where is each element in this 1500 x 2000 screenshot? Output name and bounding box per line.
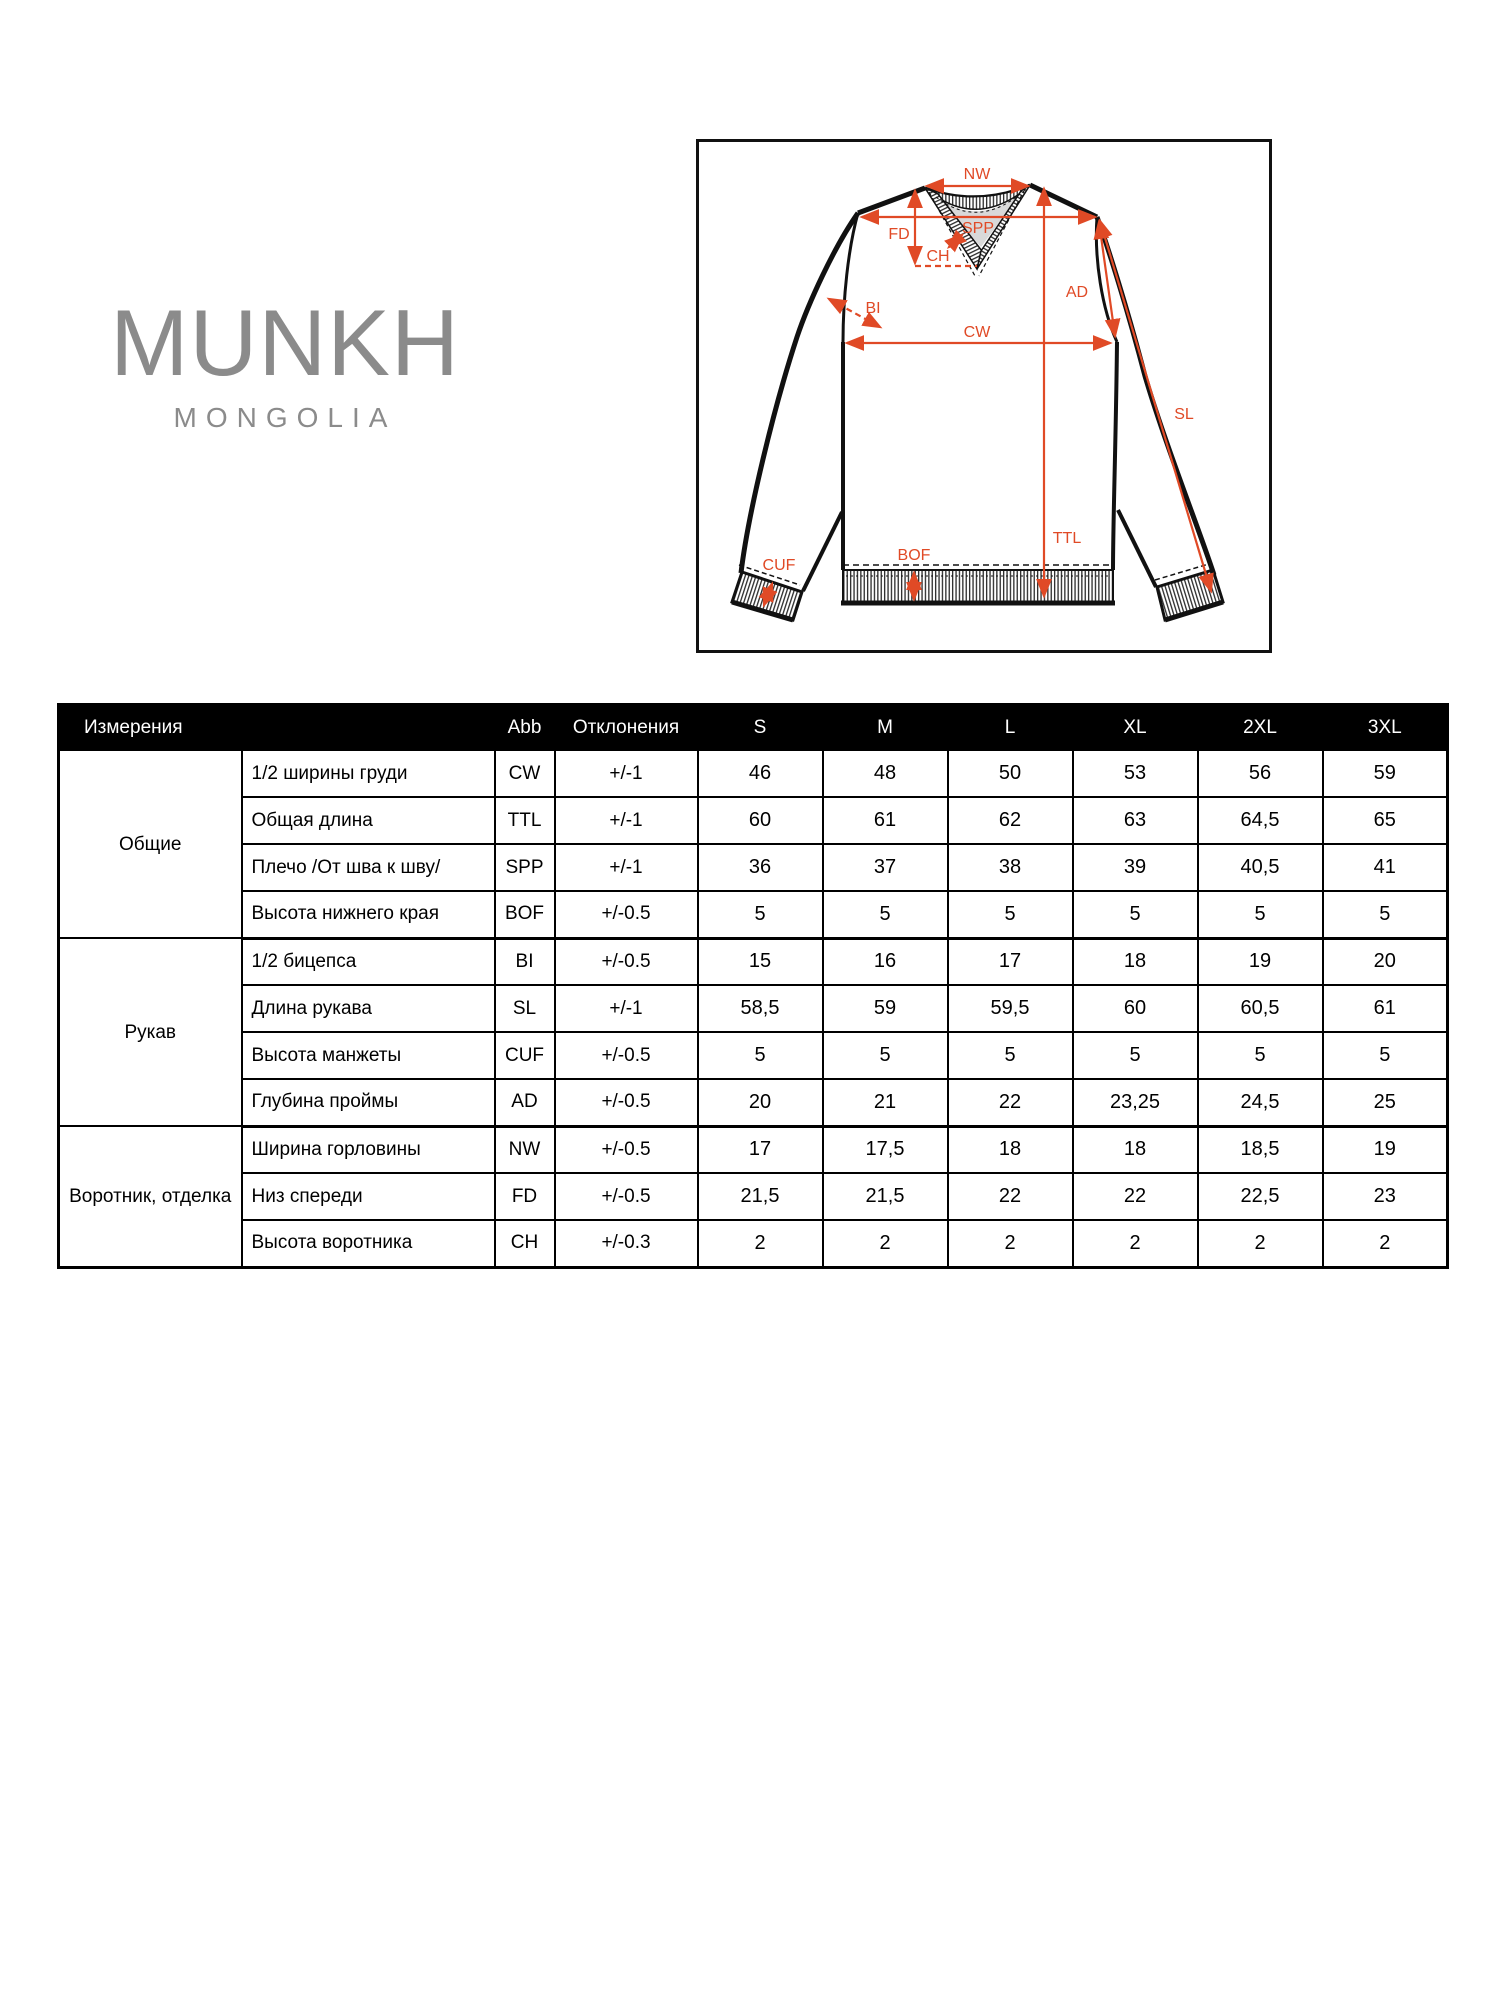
size-value-cell: 65 xyxy=(1323,797,1448,844)
deviation-cell: +/-0.5 xyxy=(555,938,698,985)
size-value-cell: 17 xyxy=(948,938,1073,985)
dim-label-nw: NW xyxy=(963,166,991,183)
group-label: Общие xyxy=(59,750,242,938)
sweater-measurement-diagram xyxy=(696,139,1272,653)
size-value-cell: 19 xyxy=(1323,1126,1448,1173)
brand-name: MUNKH xyxy=(110,290,460,395)
size-value-cell: 21 xyxy=(823,1079,948,1126)
size-value-cell: 17 xyxy=(698,1126,823,1173)
header-size-l: L xyxy=(948,705,1073,751)
size-value-cell: 60,5 xyxy=(1198,985,1323,1032)
brand-logo xyxy=(95,290,475,434)
abbreviation-cell: CUF xyxy=(495,1032,555,1079)
table-row xyxy=(59,1032,1448,1079)
size-value-cell: 5 xyxy=(1073,891,1198,938)
size-value-cell: 37 xyxy=(823,844,948,891)
measurement-name-cell: Высота нижнего края xyxy=(242,891,495,938)
size-value-cell: 22,5 xyxy=(1198,1173,1323,1220)
size-value-cell: 17,5 xyxy=(823,1126,948,1173)
measurement-name-cell: Низ спереди xyxy=(242,1173,495,1220)
measurement-name-cell: Плечо /От шва к шву/ xyxy=(242,844,495,891)
table-row xyxy=(59,1079,1448,1126)
size-value-cell: 59,5 xyxy=(948,985,1073,1032)
size-value-cell: 16 xyxy=(823,938,948,985)
size-value-cell: 21,5 xyxy=(823,1173,948,1220)
dim-label-bi: BI xyxy=(865,300,881,317)
size-table xyxy=(57,703,1449,1269)
size-value-cell: 63 xyxy=(1073,797,1198,844)
size-value-cell: 15 xyxy=(698,938,823,985)
table-row xyxy=(59,938,1448,985)
abbreviation-cell: CH xyxy=(495,1220,555,1267)
size-value-cell: 60 xyxy=(698,797,823,844)
size-value-cell: 5 xyxy=(823,1032,948,1079)
size-value-cell: 36 xyxy=(698,844,823,891)
deviation-cell: +/-1 xyxy=(555,844,698,891)
size-value-cell: 5 xyxy=(948,891,1073,938)
size-value-cell: 48 xyxy=(823,750,948,797)
dim-label-spp: SPP xyxy=(961,220,995,237)
deviation-cell: +/-1 xyxy=(555,750,698,797)
abbreviation-cell: BI xyxy=(495,938,555,985)
dim-label-fd: FD xyxy=(888,226,910,243)
measurement-name-cell: Высота воротника xyxy=(242,1220,495,1267)
group-label: Рукав xyxy=(59,938,242,1126)
size-value-cell: 56 xyxy=(1198,750,1323,797)
dim-label-ttl: TTL xyxy=(1052,530,1082,547)
dim-label-ad: AD xyxy=(1065,284,1089,301)
header-size-m: M xyxy=(823,705,948,751)
deviation-cell: +/-1 xyxy=(555,985,698,1032)
size-value-cell: 22 xyxy=(1073,1173,1198,1220)
dim-label-ch: CH xyxy=(926,248,950,265)
header-size-s: S xyxy=(698,705,823,751)
header-size-2xl: 2XL xyxy=(1198,705,1323,751)
abbreviation-cell: TTL xyxy=(495,797,555,844)
abbreviation-cell: SL xyxy=(495,985,555,1032)
header-measurements: Измерения xyxy=(59,705,495,751)
abbreviation-cell: FD xyxy=(495,1173,555,1220)
size-value-cell: 5 xyxy=(1198,1032,1323,1079)
measurement-name-cell: Высота манжеты xyxy=(242,1032,495,1079)
measurement-name-cell: Длина рукава xyxy=(242,985,495,1032)
size-value-cell: 53 xyxy=(1073,750,1198,797)
size-value-cell: 61 xyxy=(823,797,948,844)
size-value-cell: 5 xyxy=(1073,1032,1198,1079)
size-value-cell: 5 xyxy=(1323,1032,1448,1079)
size-value-cell: 40,5 xyxy=(1198,844,1323,891)
size-value-cell: 18 xyxy=(948,1126,1073,1173)
table-row xyxy=(59,1220,1448,1267)
size-value-cell: 19 xyxy=(1198,938,1323,985)
dim-label-bof: BOF xyxy=(897,547,931,564)
size-value-cell: 2 xyxy=(948,1220,1073,1267)
size-value-cell: 59 xyxy=(823,985,948,1032)
size-value-cell: 58,5 xyxy=(698,985,823,1032)
dim-label-cw: CW xyxy=(963,324,991,341)
abbreviation-cell: CW xyxy=(495,750,555,797)
size-table-header-row xyxy=(59,705,1448,751)
size-value-cell: 46 xyxy=(698,750,823,797)
size-value-cell: 2 xyxy=(698,1220,823,1267)
size-value-cell: 62 xyxy=(948,797,1073,844)
measurement-name-cell: Общая длина xyxy=(242,797,495,844)
size-value-cell: 22 xyxy=(948,1173,1073,1220)
group-label: Воротник, отделка xyxy=(59,1126,242,1267)
header-size-xl: XL xyxy=(1073,705,1198,751)
table-row xyxy=(59,985,1448,1032)
size-value-cell: 38 xyxy=(948,844,1073,891)
header-deviations: Отклонения xyxy=(555,705,698,751)
size-value-cell: 2 xyxy=(1073,1220,1198,1267)
dim-label-cuf: CUF xyxy=(762,557,796,574)
deviation-cell: +/-0.5 xyxy=(555,1126,698,1173)
measurement-name-cell: 1/2 бицепса xyxy=(242,938,495,985)
abbreviation-cell: BOF xyxy=(495,891,555,938)
size-value-cell: 23 xyxy=(1323,1173,1448,1220)
size-value-cell: 50 xyxy=(948,750,1073,797)
size-value-cell: 2 xyxy=(1323,1220,1448,1267)
table-row xyxy=(59,750,1448,797)
size-value-cell: 5 xyxy=(1323,891,1448,938)
size-value-cell: 2 xyxy=(1198,1220,1323,1267)
measurement-name-cell: 1/2 ширины груди xyxy=(242,750,495,797)
size-value-cell: 60 xyxy=(1073,985,1198,1032)
size-value-cell: 41 xyxy=(1323,844,1448,891)
size-value-cell: 5 xyxy=(698,891,823,938)
size-value-cell: 18,5 xyxy=(1198,1126,1323,1173)
size-value-cell: 5 xyxy=(823,891,948,938)
size-value-cell: 59 xyxy=(1323,750,1448,797)
size-value-cell: 64,5 xyxy=(1198,797,1323,844)
table-row xyxy=(59,891,1448,938)
abbreviation-cell: SPP xyxy=(495,844,555,891)
deviation-cell: +/-1 xyxy=(555,797,698,844)
size-table-body xyxy=(59,750,1448,1267)
size-value-cell: 18 xyxy=(1073,938,1198,985)
size-value-cell: 21,5 xyxy=(698,1173,823,1220)
table-row xyxy=(59,1126,1448,1173)
deviation-cell: +/-0.5 xyxy=(555,1079,698,1126)
deviation-cell: +/-0.3 xyxy=(555,1220,698,1267)
size-value-cell: 2 xyxy=(823,1220,948,1267)
header-size-3xl: 3XL xyxy=(1323,705,1448,751)
deviation-cell: +/-0.5 xyxy=(555,1173,698,1220)
deviation-cell: +/-0.5 xyxy=(555,891,698,938)
size-value-cell: 18 xyxy=(1073,1126,1198,1173)
table-row xyxy=(59,797,1448,844)
size-value-cell: 22 xyxy=(948,1079,1073,1126)
table-row xyxy=(59,844,1448,891)
abbreviation-cell: AD xyxy=(495,1079,555,1126)
size-value-cell: 5 xyxy=(698,1032,823,1079)
brand-subtitle: MONGOLIA xyxy=(173,402,397,433)
dim-label-sl: SL xyxy=(1174,406,1194,423)
abbreviation-cell: NW xyxy=(495,1126,555,1173)
hem-rib-band xyxy=(843,570,1113,603)
size-value-cell: 5 xyxy=(948,1032,1073,1079)
size-value-cell: 24,5 xyxy=(1198,1079,1323,1126)
size-value-cell: 23,25 xyxy=(1073,1079,1198,1126)
size-value-cell: 25 xyxy=(1323,1079,1448,1126)
size-value-cell: 5 xyxy=(1198,891,1323,938)
size-value-cell: 20 xyxy=(1323,938,1448,985)
header-abb: Abb xyxy=(495,705,555,751)
size-value-cell: 39 xyxy=(1073,844,1198,891)
measurement-name-cell: Ширина горловины xyxy=(242,1126,495,1173)
size-value-cell: 20 xyxy=(698,1079,823,1126)
sweater-diagram-svg xyxy=(696,139,1272,653)
table-row xyxy=(59,1173,1448,1220)
measurement-name-cell: Глубина проймы xyxy=(242,1079,495,1126)
deviation-cell: +/-0.5 xyxy=(555,1032,698,1079)
size-value-cell: 61 xyxy=(1323,985,1448,1032)
